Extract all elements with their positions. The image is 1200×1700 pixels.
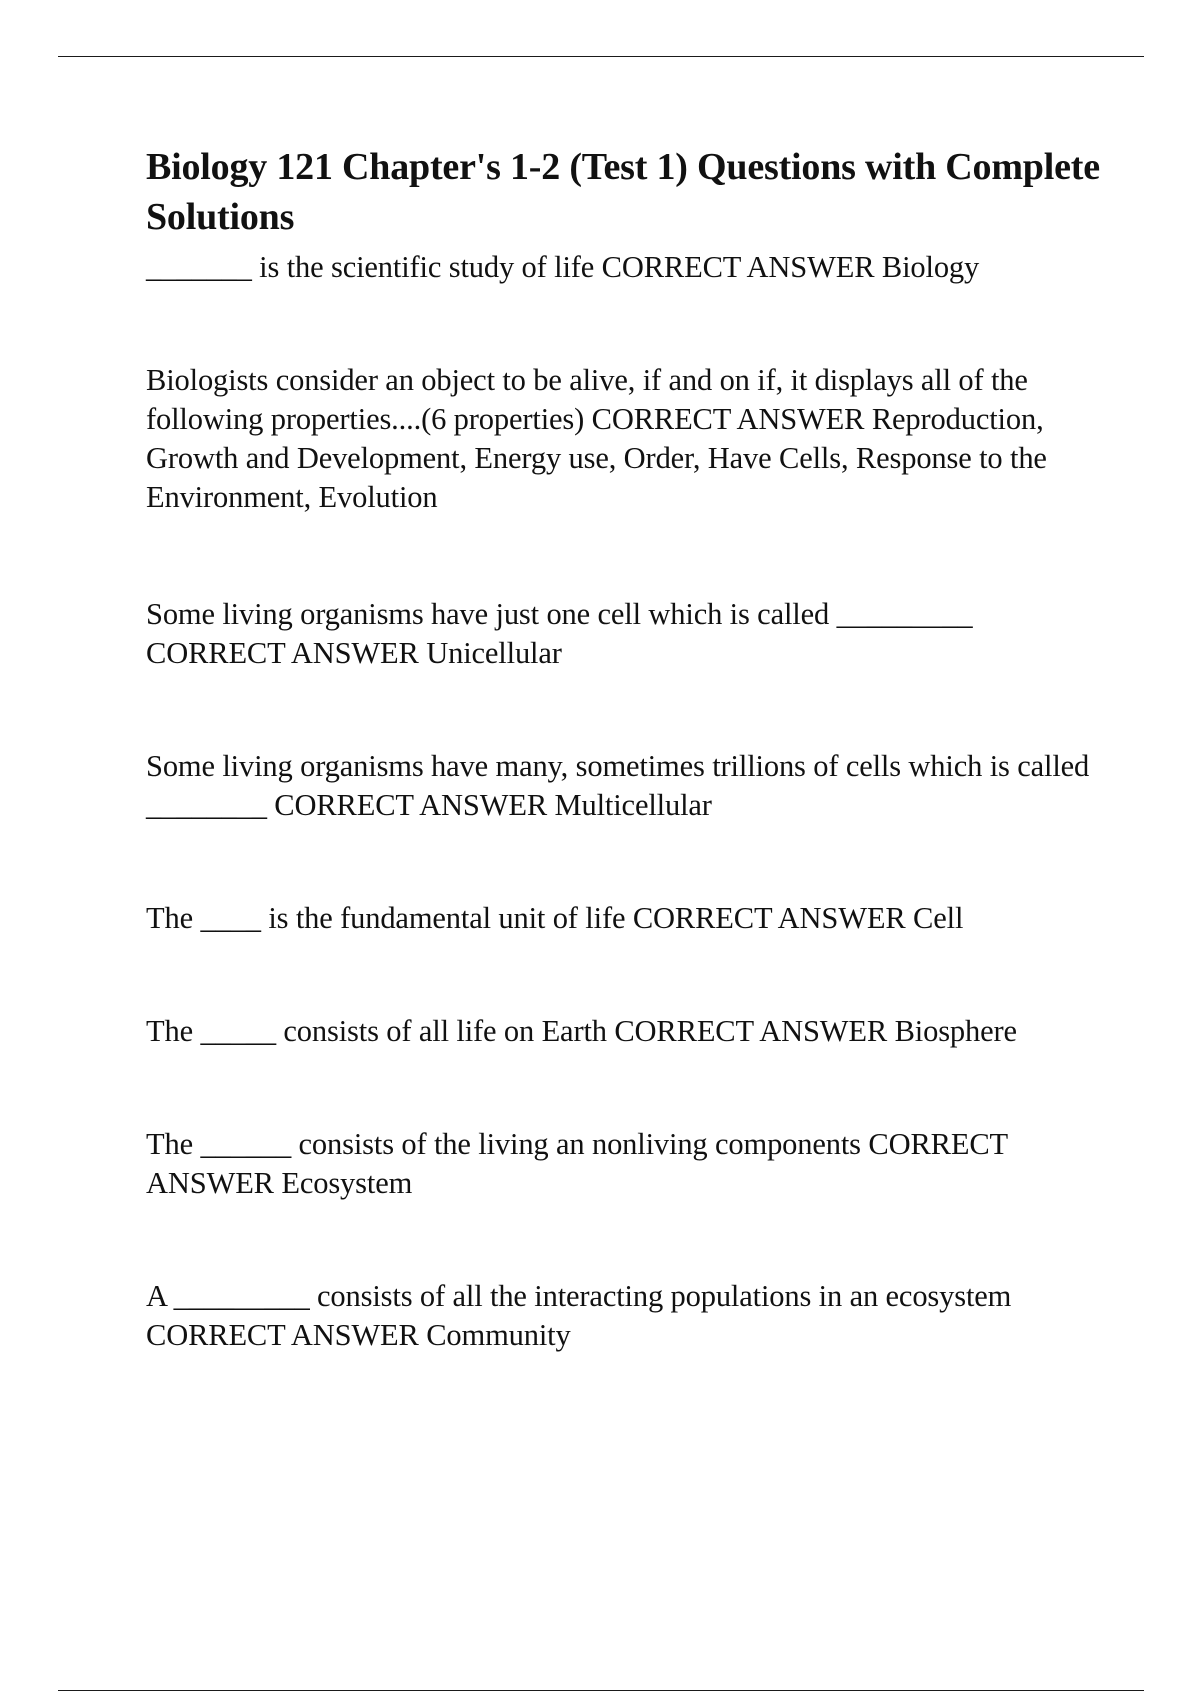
question-text: The ____ is the fundamental unit of life [146, 901, 626, 935]
qa-item [146, 248, 1106, 287]
answer-text: Unicellular [426, 636, 562, 670]
answer-label: CORRECT ANSWER [146, 1318, 419, 1352]
answer-text: Cell [913, 901, 964, 935]
question-text: A _________ consists of all the interacting populations in an ecosystem [146, 1279, 1012, 1313]
answer-label: CORRECT ANSWER [632, 901, 906, 935]
question-text: Biologists consider an object to be alive, if and on if, it displays all of the following properties....(6 properties) [146, 363, 1028, 436]
qa-item [146, 1012, 1106, 1051]
qa-item [146, 595, 1106, 673]
answer-text: Reproduction, Growth and Development, Energy use, Order, Have Cells, Response to the Environment, Evolution [146, 402, 1047, 514]
answer-text: Multicellular [554, 788, 712, 822]
answer-text: Biosphere [894, 1014, 1017, 1048]
answer-text: Ecosystem [281, 1166, 413, 1200]
answer-label: CORRECT ANSWER [146, 636, 419, 670]
qa-item [146, 361, 1106, 517]
answer-text: Biology [881, 250, 980, 284]
document-title: Biology 121 Chapter's 1-2 (Test 1) Questions with Complete Solutions [146, 146, 1100, 238]
answer-label: CORRECT ANSWER [601, 250, 875, 284]
qa-item [146, 1277, 1106, 1355]
answer-label: CORRECT ANSWER [274, 788, 548, 822]
answer-label: CORRECT ANSWER [146, 1127, 1008, 1200]
answer-label: CORRECT ANSWER [614, 1014, 888, 1048]
qa-item [146, 899, 1106, 938]
qa-item [146, 747, 1106, 825]
question-text: The _____ consists of all life on Earth [146, 1014, 607, 1048]
answer-label: CORRECT ANSWER [591, 402, 865, 436]
question-text: _______ is the scientific study of life [146, 250, 595, 284]
document-body [146, 142, 1106, 1355]
question-text: Some living organisms have many, sometimes trillions of cells which is called ________ [146, 749, 1090, 822]
question-text: Some living organisms have just one cell which is called _________ [146, 597, 973, 631]
bottom-rule [58, 1690, 1144, 1691]
top-rule [58, 56, 1144, 57]
qa-item [146, 1125, 1106, 1203]
question-text: The ______ consists of the living an nonliving components [146, 1127, 861, 1161]
answer-text: Community [426, 1318, 571, 1352]
